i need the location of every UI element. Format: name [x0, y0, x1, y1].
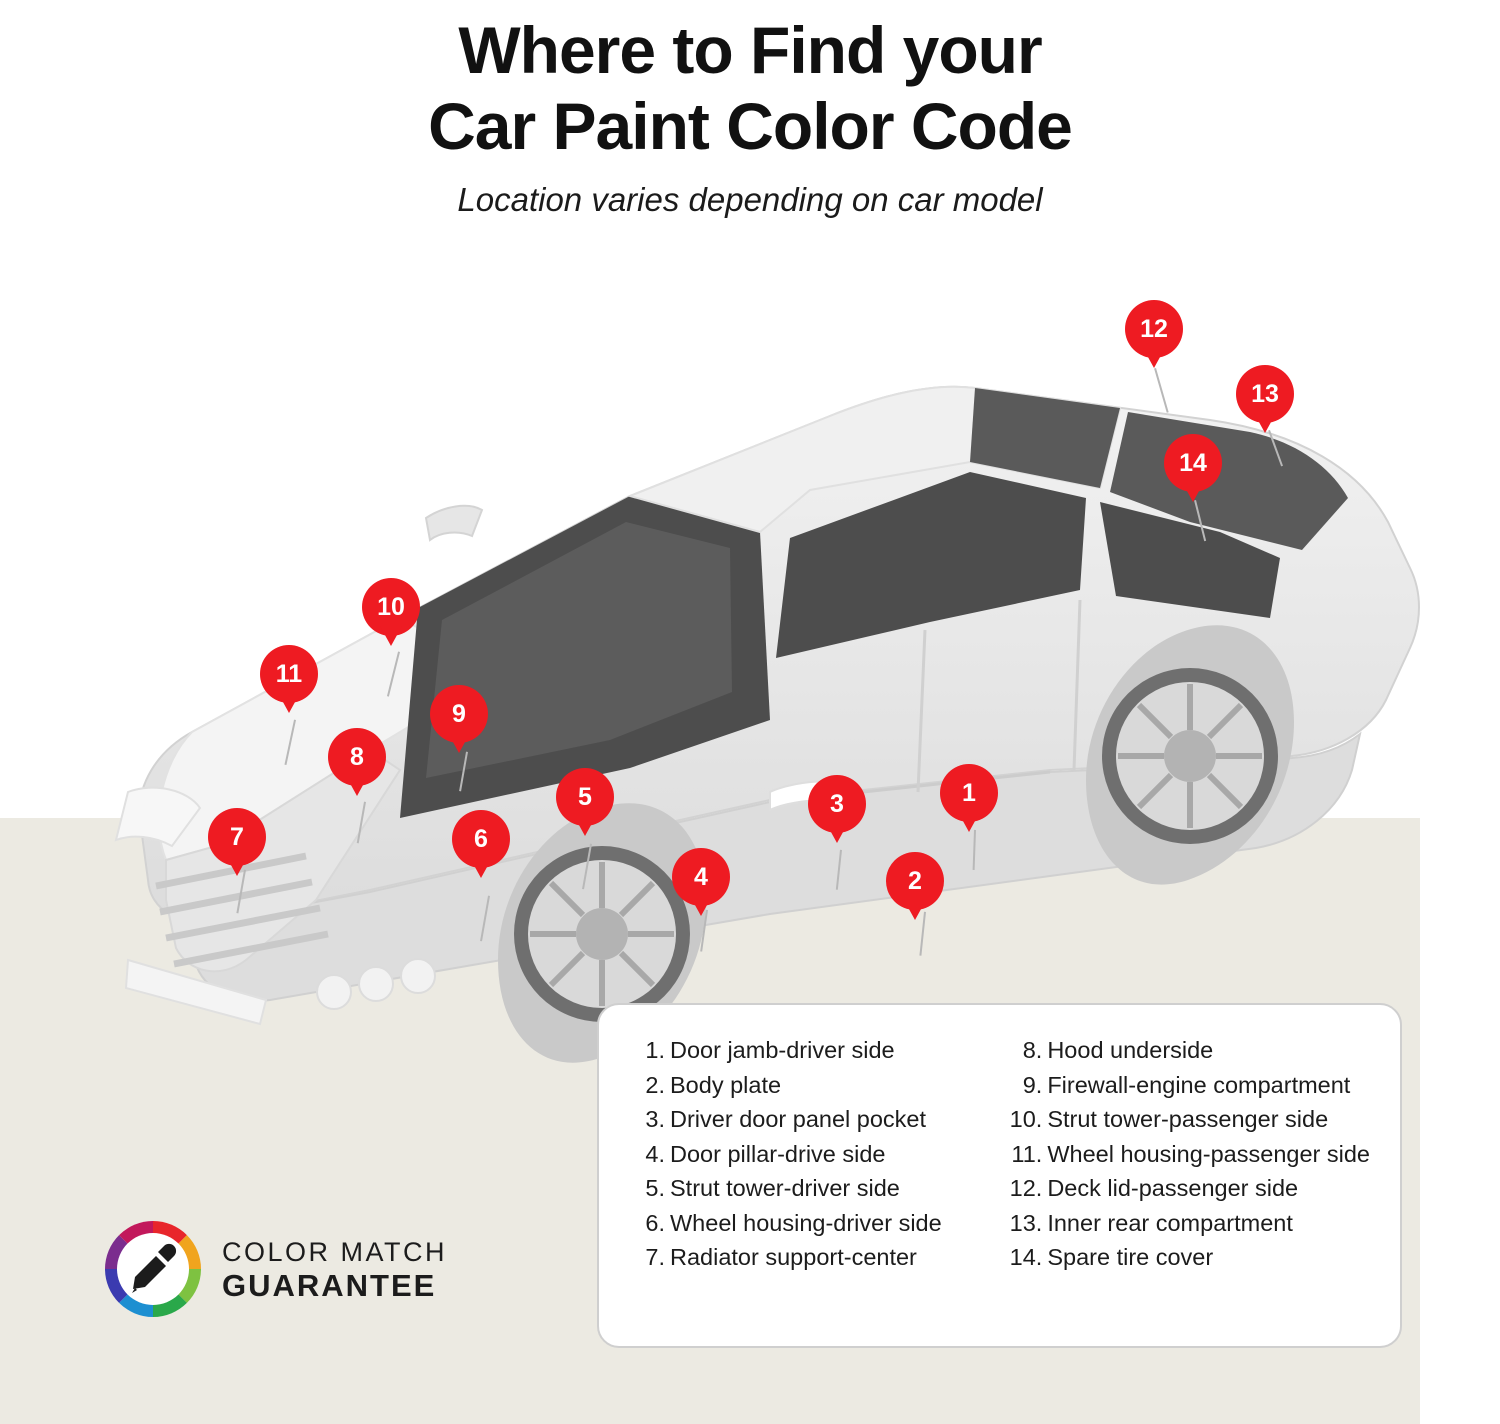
legend-item — [629, 1033, 980, 1068]
legend-item-number: 4. — [645, 1140, 665, 1167]
pin-2[interactable] — [886, 852, 944, 910]
legend-item-number: 2. — [645, 1071, 665, 1098]
legend-item — [998, 1102, 1370, 1137]
pin-7-number: 7 — [230, 822, 244, 851]
pin-14[interactable] — [1164, 434, 1222, 492]
legend-item-label: Driver door panel pocket — [670, 1106, 927, 1132]
legend-item — [998, 1033, 1370, 1068]
legend-item-label: Firewall-engine compartment — [1047, 1071, 1351, 1098]
pin-12[interactable] — [1125, 300, 1183, 358]
legend-item-number: 8. — [1022, 1037, 1043, 1063]
page-title-line-2: Car Paint Color Code — [428, 89, 1072, 163]
pin-11[interactable] — [260, 645, 318, 703]
color-wheel-icon — [100, 1216, 206, 1322]
brand-logo-line-2: GUARANTEE — [222, 1268, 437, 1303]
pin-2-number: 2 — [908, 866, 922, 895]
legend-item-number: 7. — [645, 1244, 665, 1270]
legend-item — [998, 1068, 1370, 1103]
header — [0, 0, 1500, 220]
pin-1[interactable] — [940, 764, 998, 822]
pin-5[interactable] — [556, 768, 614, 826]
pin-6[interactable] — [452, 810, 510, 868]
brand-logo-text — [222, 1236, 447, 1304]
pin-8-number: 8 — [350, 742, 364, 771]
pin-14-number: 14 — [1179, 448, 1207, 477]
pin-10-number: 10 — [377, 592, 405, 621]
legend-item-label: Door jamb-driver side — [670, 1037, 895, 1063]
pin-9[interactable] — [430, 685, 488, 743]
legend-item-label: Wheel housing-driver side — [670, 1209, 942, 1236]
legend-item-number: 12. — [1009, 1175, 1043, 1201]
pin-4-number: 4 — [694, 862, 708, 891]
page-subtitle: Location varies depending on car model — [457, 181, 1043, 218]
legend-item-number: 5. — [645, 1175, 665, 1201]
legend-item-label: Strut tower-driver side — [670, 1175, 900, 1201]
pin-7[interactable] — [208, 808, 266, 866]
pin-8[interactable] — [328, 728, 386, 786]
legend-item-label: Hood underside — [1047, 1037, 1214, 1063]
legend-item-number: 14. — [1009, 1244, 1043, 1270]
legend-item — [998, 1206, 1370, 1241]
legend-item-label: Door pillar-drive side — [670, 1140, 886, 1167]
legend-item-number: 11. — [1011, 1140, 1043, 1167]
legend-item-number: 3. — [645, 1106, 665, 1132]
pin-13-number: 13 — [1251, 379, 1279, 408]
legend-item — [629, 1068, 980, 1103]
legend-item-label: Strut tower-passenger side — [1047, 1106, 1329, 1132]
pin-10[interactable] — [362, 578, 420, 636]
legend-panel — [597, 1003, 1402, 1348]
pin-9-number: 9 — [452, 699, 466, 728]
page-title — [0, 12, 1500, 164]
page-title-line-1: Where to Find your — [458, 13, 1042, 87]
legend-item-label: Spare tire cover — [1047, 1244, 1214, 1270]
legend-item-number: 6. — [645, 1209, 665, 1236]
legend-item-number: 10. — [1009, 1106, 1043, 1132]
pin-12-number: 12 — [1140, 314, 1168, 343]
legend-item-label: Body plate — [670, 1071, 782, 1098]
legend-column-right — [980, 1033, 1370, 1346]
legend-item — [998, 1137, 1370, 1172]
pin-3-number: 3 — [830, 789, 844, 818]
pin-4[interactable] — [672, 848, 730, 906]
pin-13[interactable] — [1236, 365, 1294, 423]
pin-5-number: 5 — [578, 782, 592, 811]
legend-item-number: 9. — [1022, 1071, 1043, 1098]
brand-logo-line-1: COLOR MATCH — [222, 1237, 448, 1267]
pin-1-number: 1 — [962, 778, 976, 807]
legend-item-label: Inner rear compartment — [1047, 1209, 1293, 1236]
legend-item-label: Wheel housing-passenger side — [1047, 1140, 1370, 1167]
legend-item — [629, 1171, 980, 1206]
legend-item — [629, 1102, 980, 1137]
legend-item — [629, 1240, 980, 1275]
legend-item-label: Radiator support-center — [670, 1244, 917, 1270]
brand-logo — [100, 1216, 520, 1326]
pin-6-number: 6 — [474, 824, 488, 853]
legend-item-number: 13. — [1009, 1209, 1043, 1236]
legend-column-left — [629, 1033, 980, 1346]
pin-3[interactable] — [808, 775, 866, 833]
legend-item-number: 1. — [645, 1037, 665, 1063]
legend-item — [998, 1240, 1370, 1275]
legend-item — [998, 1171, 1370, 1206]
legend-item-label: Deck lid-passenger side — [1047, 1175, 1299, 1201]
pin-11-number: 11 — [275, 659, 303, 688]
legend-item — [629, 1137, 980, 1172]
legend-item — [629, 1206, 980, 1241]
